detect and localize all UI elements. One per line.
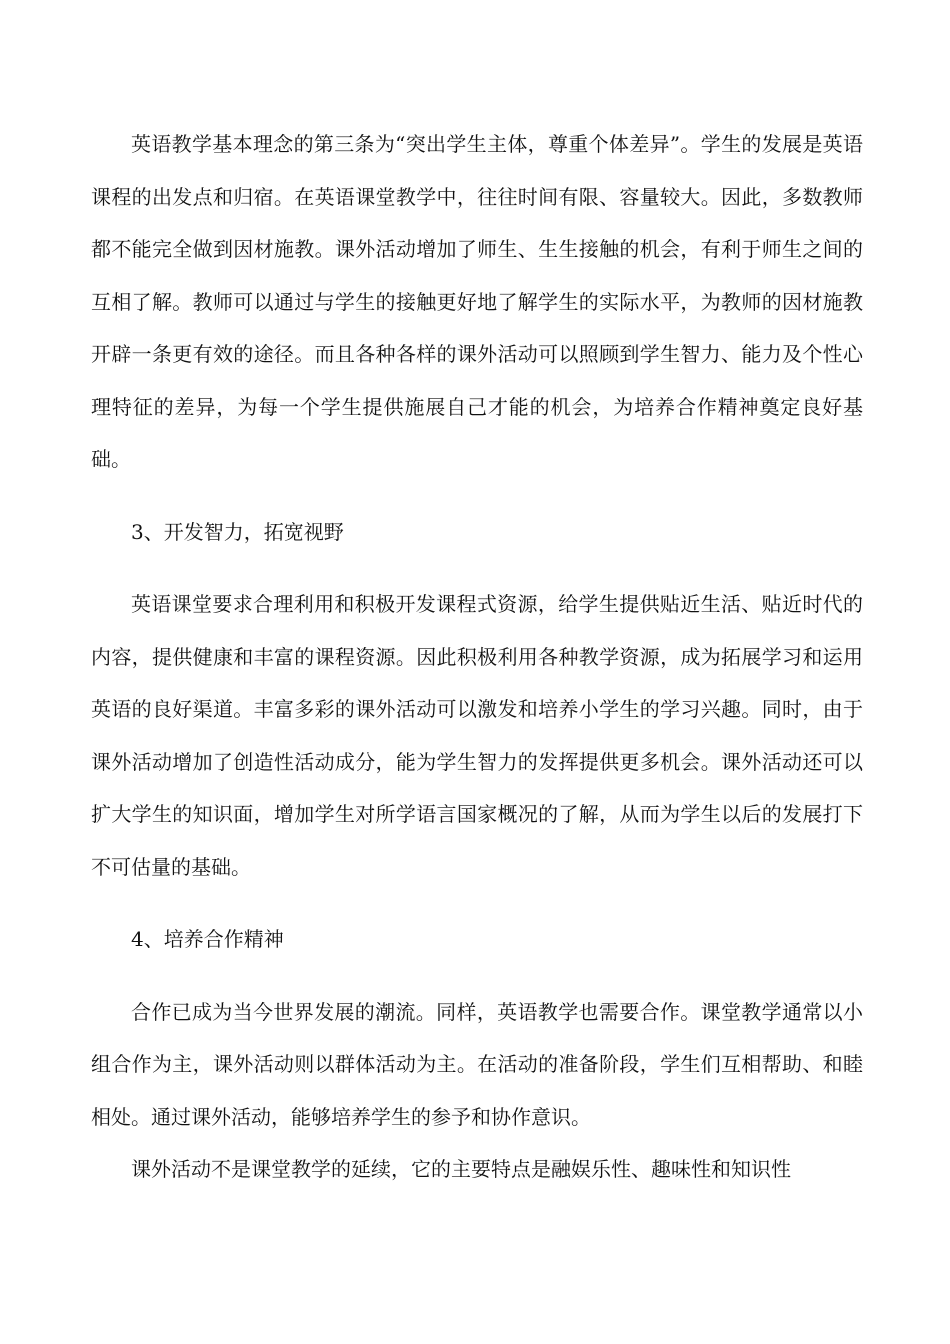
- section-heading-3: 3、开发智力，拓宽视野: [131, 519, 344, 544]
- paragraph-develop-intelligence: 英语课堂要求合理利用和积极开发课程式资源，给学生提供贴近生活、贴近时代的内容，提供健康和丰富的课程资源。因此积极利用各种教学资源，成为拓展学习和运用英语的良好渠道。丰富多彩的课外活动可以激发和培养小学生的学习兴趣。同时，由于课外活动增加了创造性活动成分，能为学生智力的发挥提供更多机会。课外活动还可以扩大学生的知识面，增加学生对所学语言国家概况的了解，从而为学生以后的发展打下不可估量的基础。: [91, 592, 863, 879]
- document-body: [91, 118, 863, 1196]
- section-heading-4: 4、培养合作精神: [131, 927, 284, 951]
- paragraph-cooperation: 合作已成为当今世界发展的潮流。同样，英语教学也需要合作。课堂教学通常以小组合作为主，课外活动则以群体活动为主。在活动的准备阶段，学生们互相帮助、和睦相处。通过课外活动，能够培养学生的参予和协作意识。: [91, 999, 863, 1129]
- paragraph-student-subject: 英语教学基本理念的第三条为“突出学生主体，尊重个体差异”。学生的发展是英语课程的出发点和归宿。在英语课堂教学中，往往时间有限、容量较大。因此，多数教师都不能完全做到因材施教。课外活动增加了师生、生生接触的机会，有利于师生之间的互相了解。教师可以通过与学生的接触更好地了解学生的实际水平，为教师的因材施教开辟一条更有效的途径。而且各种各样的课外活动可以照顾到学生智力、能力及个性心理特征的差异，为每一个学生提供施展自己才能的机会，为培养合作精神奠定良好基础。: [91, 132, 863, 471]
- paragraph-activity-features: 课外活动不是课堂教学的延续，它的主要特点是融娱乐性、趣味性和知识性: [131, 1157, 791, 1181]
